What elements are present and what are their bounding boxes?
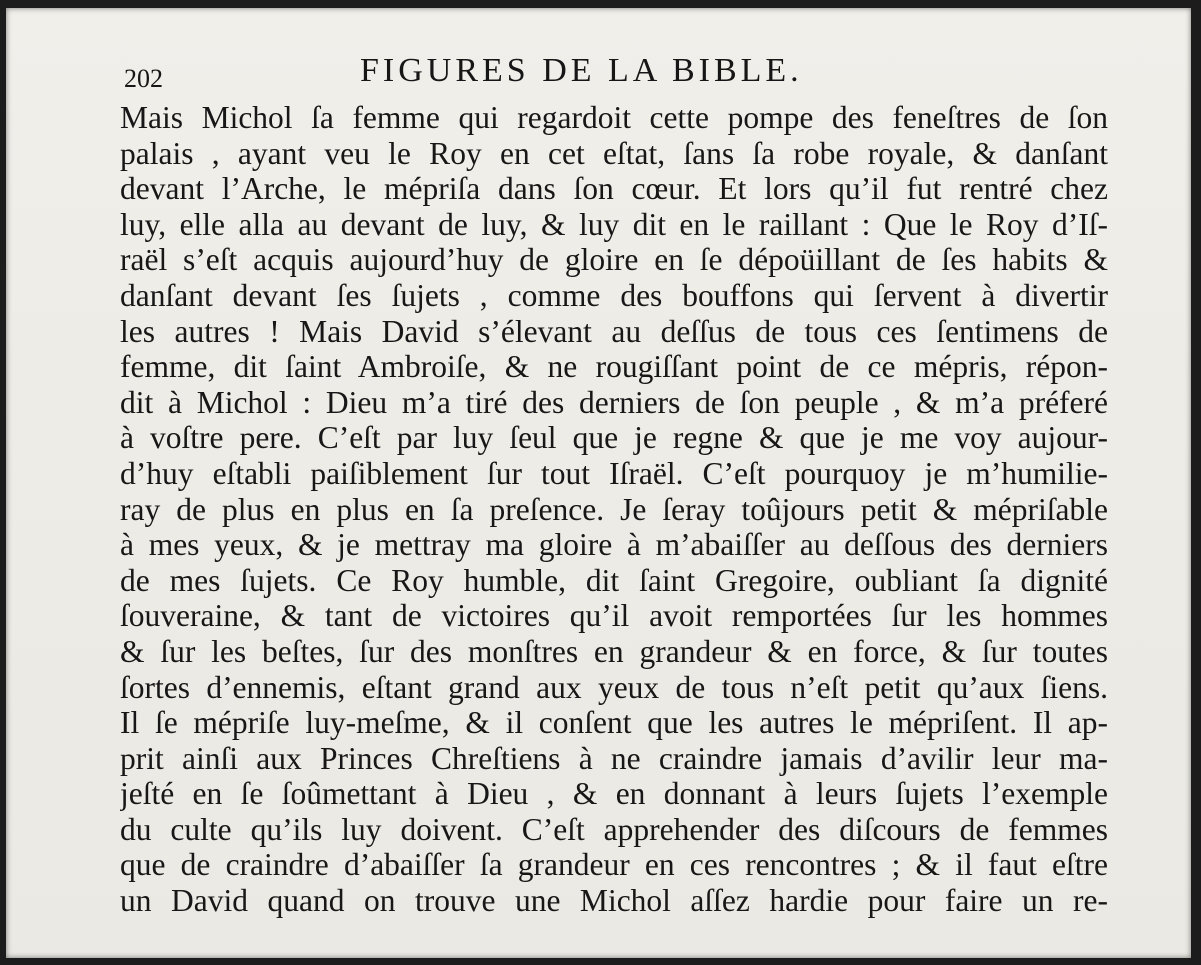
text-line: jeſté en ſe ſoûmettant à Dieu , & en donnant à leurs ſujets l’exemple: [120, 776, 1108, 812]
text-line: que de craindre d’abaiſſer ſa grandeur en ces rencontres ; & il faut eſtre: [120, 847, 1108, 883]
text-line: ſouveraine, & tant de victoires qu’il avoit remportées ſur les hommes: [120, 598, 1108, 634]
running-title: FIGURES DE LA BIBLE.: [360, 52, 803, 89]
text-line: prit ainſi aux Princes Chreſtiens à ne craindre jamais d’avilir leur ma-: [120, 740, 1108, 776]
text-line: Il ſe mépriſe luy-meſme, & il conſent que les autres le mépriſent. Il ap-: [120, 705, 1108, 741]
text-line: d’huy eſtabli paiſiblement ſur tout Iſraël. C’eſt pourquoy je m’humilie-: [120, 455, 1108, 491]
page-header: [124, 52, 1104, 102]
text-line: dit à Michol : Dieu m’a tiré des derniers de ſon peuple , & m’a préferé: [120, 384, 1108, 420]
text-line: raël s’eſt acquis aujourd’huy de gloire en ſe dépoüillant de ſes habits &: [120, 242, 1108, 278]
text-line: les autres ! Mais David s’élevant au deſſus de tous ces ſentimens de: [120, 313, 1108, 349]
body-text: [120, 100, 1108, 919]
text-line: danſant devant ſes ſujets , comme des bouffons qui ſervent à divertir: [120, 277, 1108, 313]
text-line: palais , ayant veu le Roy en cet eſtat, ſans ſa robe royale, & danſant: [120, 135, 1108, 171]
text-line: ray de plus en plus en ſa preſence. Je ſeray toûjours petit & mépriſable: [120, 491, 1108, 527]
text-line: Mais Michol ſa femme qui regardoit cette pompe des feneſtres de ſon: [120, 100, 1108, 135]
text-line: à voſtre pere. C’eſt par luy ſeul que je regne & que je me voy aujour-: [120, 420, 1108, 456]
text-line: à mes yeux, & je mettray ma gloire à m’abaiſſer au deſſous des derniers: [120, 527, 1108, 563]
text-line: femme, dit ſaint Ambroiſe, & ne rougiſſant point de ce mépris, répon-: [120, 349, 1108, 385]
text-line: luy, elle alla au devant de luy, & luy dit en le raillant : Que le Roy d’Iſ-: [120, 206, 1108, 242]
book-page: [6, 8, 1191, 958]
text-line: ſortes d’ennemis, eſtant grand aux yeux de tous n’eſt petit qu’aux ſiens.: [120, 669, 1108, 705]
text-line: un David quand on trouve une Michol aſſez hardie pour faire un re-: [120, 883, 1108, 919]
page-number: 202: [124, 64, 163, 93]
text-line: de mes ſujets. Ce Roy humble, dit ſaint Gregoire, oubliant ſa dignité: [120, 562, 1108, 598]
text-line: & ſur les beſtes, ſur des monſtres en grandeur & en force, & ſur toutes: [120, 633, 1108, 669]
text-line: du culte qu’ils luy doivent. C’eſt apprehender des diſcours de femmes: [120, 811, 1108, 847]
text-line: devant l’Arche, le mépriſa dans ſon cœur. Et lors qu’il fut rentré chez: [120, 171, 1108, 207]
